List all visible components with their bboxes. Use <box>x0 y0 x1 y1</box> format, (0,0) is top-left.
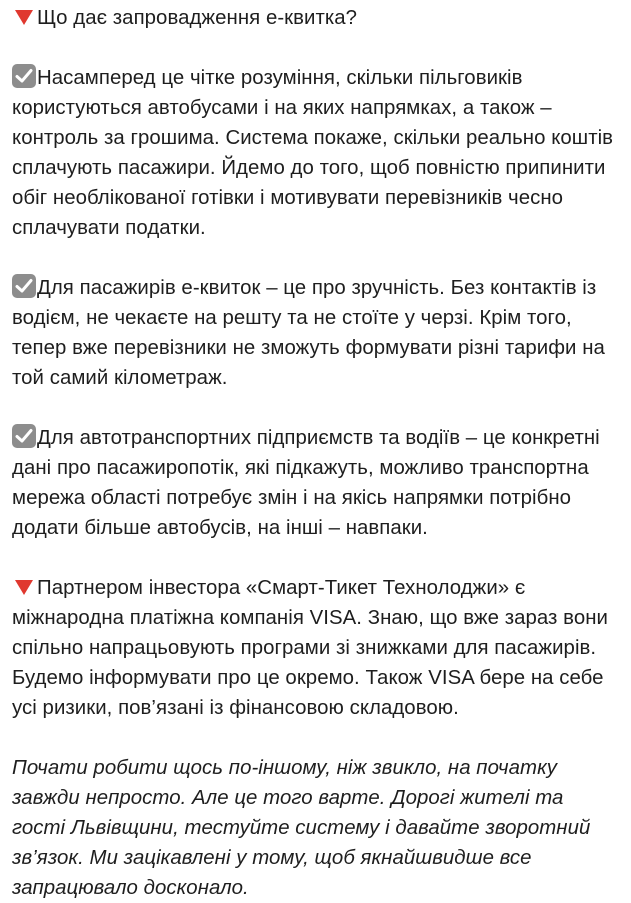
paragraph-carriers <box>12 423 615 543</box>
paragraph-passengers <box>12 273 615 393</box>
check-icon <box>12 424 36 448</box>
red-triangle-down-icon <box>15 580 33 595</box>
red-triangle-down-icon <box>15 10 33 25</box>
paragraph-text: Партнером інвестора «Смарт-Тикет Технолоджи» є міжнародна платіжна компанія VISA. Знаю, що вже зараз вони спільно напрацьовують програми зі знижками для пасажирів. Будемо інформувати про це окремо. Також VISA бере на себе усі ризики, пов’язані із фінансовою складовою. <box>12 577 608 719</box>
check-icon <box>12 274 36 298</box>
paragraph-text: Для автотранспортних підприємств та водіїв – це конкретні дані про пасажиропотік, які підкажуть, можливо транспортна мережа області потребує змін і на якісь напрямки потрібно додати більше автобусів, на інші – навпаки. <box>12 427 600 539</box>
closing-paragraph: Почати робити щось по-іншому, ніж звикло, на початку завжди непросто. Але це того варте. Дорогі жителі та гості Львівщини, тестуйте систему і давайте зворотний зв’язок. Ми зацікавлені у тому, щоб якнайшвидше все запрацювало досконало. <box>12 757 591 899</box>
paragraph-visa-partner <box>12 573 615 723</box>
paragraph-benefits-control <box>12 63 615 243</box>
paragraph-text: Для пасажирів е-квиток – це про зручність. Без контактів із водієм, не чекаєте на решту та не стоїте у черзі. Крім того, тепер вже перевізники не зможуть формувати різні тарифи на той самий кілометраж. <box>12 277 605 389</box>
paragraph-text: Насамперед це чітке розуміння, скільки пільговиків користуються автобусами і на яких напрямках, а також – контроль за грошима. Система покаже, скільки реально коштів сплачують пасажири. Йдемо до того, щоб повністю припинити обіг необлікованої готівки і мотивувати перевізників чесно сплачувати податки. <box>12 67 614 239</box>
post-heading <box>12 3 615 33</box>
heading-text: Що дає запровадження е-квитка? <box>37 7 358 29</box>
check-icon <box>12 64 36 88</box>
